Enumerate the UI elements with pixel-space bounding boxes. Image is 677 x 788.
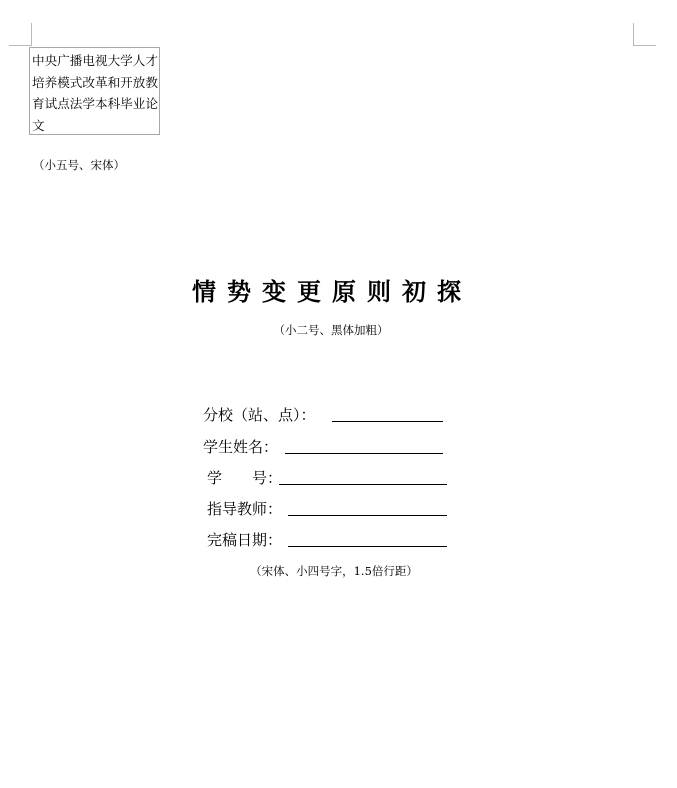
- info-format-note: （宋体、小四号字，1.5倍行距）: [250, 564, 418, 578]
- header-text-box[interactable]: [29, 47, 160, 135]
- crop-mark-top-right: [633, 23, 656, 46]
- field-student-id: [207, 467, 282, 488]
- field-branch-school: [203, 404, 316, 425]
- field-label: 分校（站、点）：: [203, 406, 316, 424]
- fill-in-line[interactable]: [288, 515, 447, 516]
- header-program-text: 中央广播电视大学人才培养模式改革和开放教育试点法学本科毕业论文: [32, 53, 158, 133]
- title-format-note: （小二号、黑体加粗）: [273, 323, 389, 337]
- fill-in-line[interactable]: [288, 546, 447, 547]
- header-format-note: （小五号、宋体）: [33, 158, 125, 172]
- field-advisor: [207, 498, 282, 519]
- fill-in-line[interactable]: [279, 484, 447, 485]
- field-student-name: [203, 436, 278, 457]
- field-label: 完稿日期：: [207, 531, 283, 549]
- paper-title: 情势变更原则初探: [192, 278, 472, 306]
- crop-mark-top-left: [9, 23, 32, 46]
- field-label: 学生姓名：: [203, 438, 279, 456]
- field-label: 学 号：: [207, 469, 283, 487]
- field-label: 指导教师：: [207, 500, 283, 518]
- fill-in-line[interactable]: [285, 453, 443, 454]
- field-completion-date: [207, 529, 282, 550]
- fill-in-line[interactable]: [332, 421, 443, 422]
